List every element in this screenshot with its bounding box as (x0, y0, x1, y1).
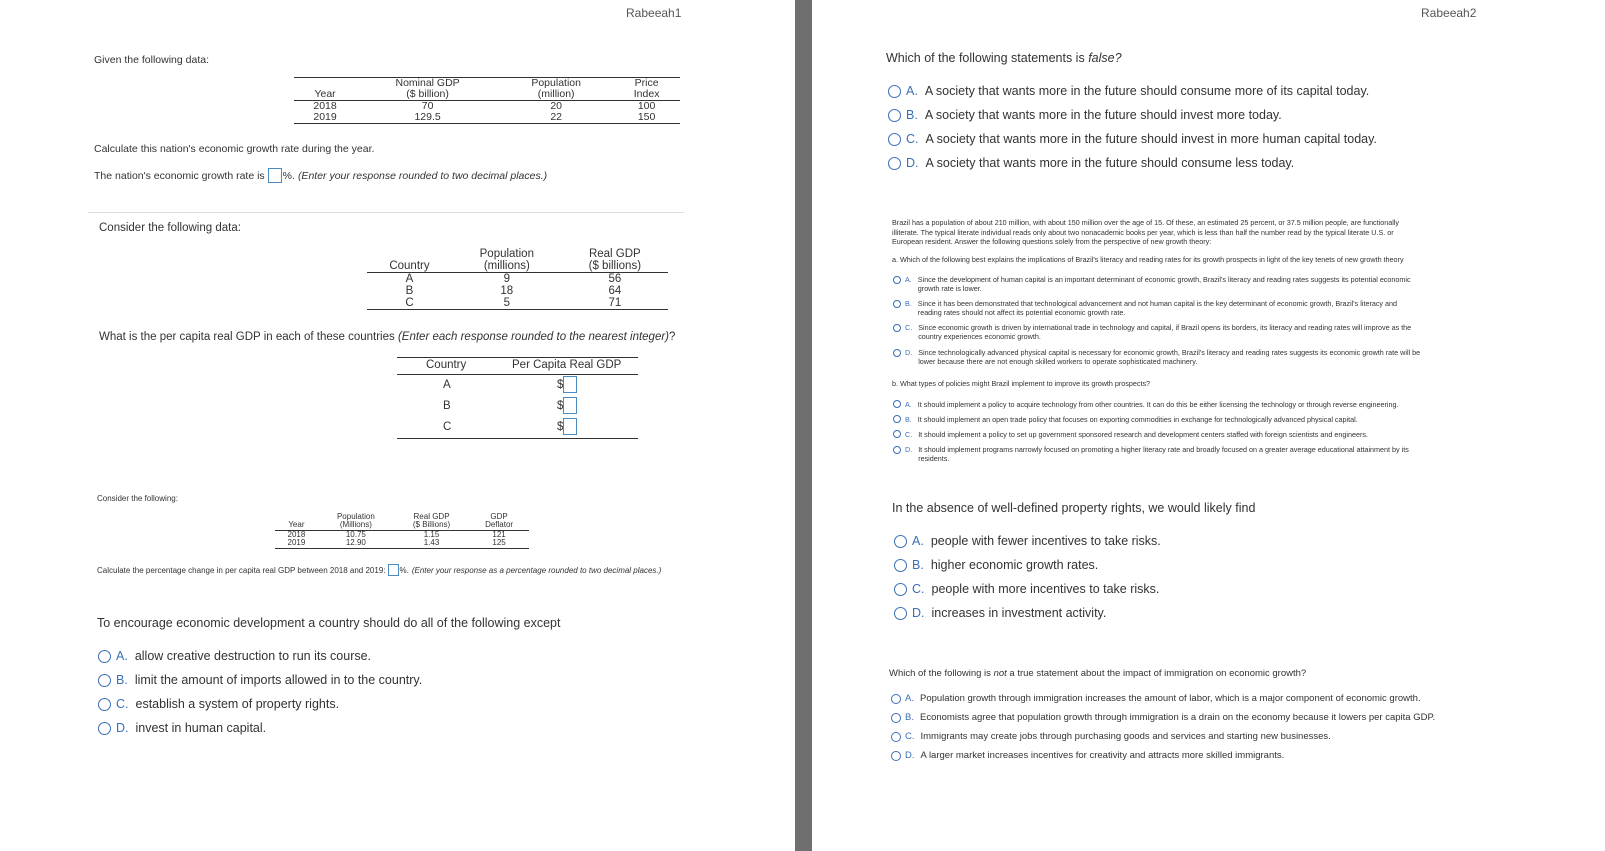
q2-answer-header-per-capita: Per Capita Real GDP (512, 359, 622, 371)
q8-question-emph: not (993, 668, 1007, 679)
table-cell: 1.15 (423, 529, 440, 539)
option-text: It should implement programs narrowly focused on promoting a higher literacy rate and broadly focused on a greater average educational attainment by its residents. (918, 445, 1409, 463)
radio-button[interactable] (893, 400, 901, 408)
currency-symbol: $ (557, 379, 564, 391)
option-letter: B. (906, 108, 918, 122)
radio-button[interactable] (893, 430, 901, 438)
q2-data-table (367, 248, 668, 310)
option-text: people with more incentives to take risks. (931, 582, 1160, 596)
q2-answer-input-b[interactable] (563, 397, 577, 414)
table-cell: 12.90 (318, 539, 394, 548)
q7-option-d[interactable] (894, 606, 1106, 620)
option-letter: C. (906, 132, 919, 146)
table-cell: 56 (608, 273, 622, 286)
table-row (367, 273, 668, 286)
q2-answer-country-c: C (443, 421, 452, 433)
table-cell: 2019 (294, 112, 356, 124)
option-letter: D. (905, 445, 913, 454)
q1-header-year: Year (294, 78, 356, 101)
table-cell: 2019 (275, 539, 318, 548)
option-letter: A. (116, 649, 128, 663)
option-letter: D. (116, 721, 129, 735)
q3-answer-input[interactable] (388, 564, 399, 576)
table-cell: 129.5 (356, 112, 499, 124)
q4-option-d[interactable] (98, 721, 266, 735)
q2-ask-text: What is the per capita real GDP in each of these countries (99, 331, 395, 343)
page-2 (812, 0, 1605, 851)
q1-answer-hint: (Enter your response rounded to two decimal places.) (297, 169, 548, 182)
q3-header-year: Year (275, 513, 318, 530)
radio-button[interactable] (98, 674, 111, 687)
option-letter: C. (905, 323, 913, 332)
q6a-option-d[interactable] (893, 348, 1420, 366)
q3-answer-line (97, 564, 661, 576)
q2-answer-country-b: B (443, 400, 451, 412)
q8-option-d[interactable] (891, 750, 1284, 761)
radio-button[interactable] (98, 722, 111, 735)
currency-symbol: $ (557, 400, 564, 412)
radio-button[interactable] (893, 276, 901, 284)
q6-part-a: a. Which of the following best explains the implications of Brazil's literacy and reading rates for its growth prospects in light of the key tenets of new growth theory (892, 255, 1404, 264)
q5-question-text: Which of the following statements is (886, 51, 1085, 65)
table-cell: A (405, 273, 414, 286)
option-letter: A. (905, 275, 912, 284)
option-text: It should implement an open trade policy that focuses on exporting commodities in exchange for technologically advanced physical capital. (917, 415, 1358, 424)
page-1 (0, 0, 795, 851)
radio-button[interactable] (893, 349, 901, 357)
table-cell: 22 (499, 112, 613, 124)
option-letter: C. (912, 582, 925, 596)
table-row (275, 539, 529, 548)
radio-button[interactable] (893, 324, 901, 332)
q6-intro-line: European resident. Answer the following questions solely from the perspective of new growth theory: (892, 237, 1212, 246)
q4-option-b[interactable] (98, 673, 422, 687)
q3-data-table (275, 513, 529, 549)
q6a-option-c[interactable] (893, 323, 1411, 341)
option-text: invest in human capital. (135, 721, 267, 735)
radio-button[interactable] (891, 694, 901, 704)
option-text: A larger market increases incentives for creativity and attracts more skilled immigrants. (920, 750, 1285, 761)
radio-button[interactable] (888, 109, 901, 122)
table-bottom-rule (397, 438, 638, 439)
radio-button[interactable] (891, 751, 901, 761)
option-text: limit the amount of imports allowed in to the country. (134, 673, 423, 687)
q2-answer-header-country: Country (426, 359, 467, 371)
q3-header-population: Population (Millions) (318, 513, 394, 530)
option-text: Since the development of human capital is an important determinant of economic growth, Brazil's literacy and reading rates suggests its potential economic growth rate is lower. (917, 275, 1411, 293)
q6b-option-c[interactable] (893, 430, 1368, 439)
option-text: Since economic growth is driven by international trade in technology and capital, if Brazil opens its borders, its literacy and reading rates will improve as the country experiences economic growth. (918, 323, 1412, 341)
option-text: It should implement a policy to set up government sponsored research and development centers staffed with foreign scientists and engineers. (918, 430, 1368, 439)
q1-intro: Given the following data: (94, 54, 209, 66)
table-cell: 10.75 (345, 529, 366, 539)
table-cell: 64 (608, 285, 622, 298)
q8-option-a[interactable] (891, 693, 1421, 704)
radio-button[interactable] (888, 157, 901, 170)
table-cell: 70 (421, 100, 434, 113)
option-text: A society that wants more in the future should invest more today. (924, 108, 1282, 122)
option-letter: A. (912, 534, 924, 548)
table-row (367, 297, 668, 310)
q8-question (889, 668, 1306, 679)
radio-button[interactable] (894, 535, 907, 548)
option-letter: D. (905, 750, 915, 761)
table-cell: 18 (500, 285, 514, 298)
option-letter: A. (905, 693, 914, 704)
q7-option-c[interactable] (894, 582, 1159, 596)
table-cell: 1.43 (394, 539, 469, 548)
option-text: Immigrants may create jobs through purchasing goods and services and starting new businesses. (920, 731, 1331, 742)
section-divider (88, 212, 684, 213)
table-cell: 2018 (313, 100, 337, 113)
q3-header-gdp-deflator: GDP Deflator (469, 513, 529, 530)
currency-symbol: $ (557, 421, 564, 433)
q3-ask: Calculate the percentage change in per capita real GDP between 2018 and 2019: (97, 565, 386, 575)
q2-answer-table (397, 357, 638, 439)
option-text: Economists agree that population growth through immigration is a drain on the economy because it lowers per capita GDP. (919, 712, 1436, 723)
radio-button[interactable] (891, 732, 901, 742)
page-header: Rabeeah2 (1421, 6, 1477, 20)
option-letter: C. (905, 731, 915, 742)
page-divider (795, 0, 812, 851)
option-letter: C. (905, 430, 913, 439)
q5-question-emph: false? (1088, 51, 1122, 65)
q1-header-population: Population (million) (499, 78, 613, 101)
table-cell: 9 (503, 273, 511, 286)
q1-answer-prefix: The nation's economic growth rate is (94, 169, 265, 182)
q2-answer-input-c[interactable] (563, 418, 577, 435)
q6a-option-b[interactable] (893, 299, 1397, 317)
q6b-option-b[interactable] (893, 415, 1358, 424)
radio-button[interactable] (893, 446, 901, 454)
option-letter: B. (116, 673, 128, 687)
q4-option-a[interactable] (98, 649, 371, 663)
q1-answer-line (94, 168, 547, 183)
option-text: Population growth through immigration increases the amount of labor, which is a major component of economic growth. (919, 693, 1421, 704)
table-cell: 2018 (287, 529, 306, 539)
option-letter: D. (905, 348, 913, 357)
q6-intro-line: Brazil has a population of about 210 million, with about 150 million over the age of 15. Of these, an estimated 25 percent, or 37.5 million people, are functionally (892, 218, 1400, 227)
option-text: A society that wants more in the future should consume less today. (925, 156, 1295, 170)
table-cell: C (367, 297, 452, 310)
q6a-option-a[interactable] (893, 275, 1411, 293)
table-cell: B (405, 285, 414, 298)
option-letter: D. (906, 156, 919, 170)
q1-header-price-index: Price Index (613, 78, 680, 101)
table-cell: 5 (452, 297, 562, 310)
table-cell: 125 (469, 539, 529, 548)
table-row (294, 112, 680, 124)
q1-ask: Calculate this nation's economic growth rate during the year. (94, 143, 375, 155)
table-row (275, 530, 529, 539)
option-text: It should implement a policy to acquire technology from other countries. It can do this be either licensing the technology or through reverse engineering. (917, 400, 1399, 409)
table-cell: 100 (637, 100, 656, 113)
radio-button[interactable] (893, 415, 901, 423)
q2-header-country: Country (367, 248, 452, 273)
q1-header-nominal-gdp: Nominal GDP ($ billion) (356, 78, 499, 101)
q2-intro: Consider the following data: (99, 222, 241, 234)
option-letter: B. (905, 712, 914, 723)
q2-header-population: Population (millions) (452, 248, 562, 273)
option-text: increases in investment activity. (931, 606, 1107, 620)
table-cell: 150 (613, 112, 680, 124)
q8-option-b[interactable] (891, 712, 1435, 723)
option-letter: B. (912, 558, 924, 572)
q7-option-b[interactable] (894, 558, 1098, 572)
table-row (367, 285, 668, 297)
option-letter: A. (906, 84, 918, 98)
q6b-option-d[interactable] (893, 445, 1409, 463)
radio-button[interactable] (98, 650, 111, 663)
radio-button[interactable] (888, 85, 901, 98)
option-text: Since it has been demonstrated that technological advancement and not human capital is the key determinant of economic growth, Brazil's literacy and reading rates should not affect its potential economic growth rate. (917, 299, 1398, 317)
option-letter: D. (912, 606, 925, 620)
radio-button[interactable] (894, 583, 907, 596)
option-text: allow creative destruction to run its course. (134, 649, 372, 663)
q3-answer-hint: (Enter your response as a percentage rounded to two decimal places.) (411, 565, 662, 575)
q2-header-real-gdp: Real GDP ($ billions) (562, 248, 668, 273)
q1-answer-input[interactable] (268, 168, 282, 183)
q4-question: To encourage economic development a country should do all of the following except (97, 616, 561, 630)
table-cell: 121 (492, 529, 506, 539)
radio-button[interactable] (894, 559, 907, 572)
table-cell: 20 (550, 100, 562, 113)
q2-answer-country-a: A (443, 379, 451, 391)
option-letter: B. (905, 415, 912, 424)
q2-ask (99, 331, 675, 343)
q5-option-a[interactable] (888, 84, 1369, 98)
q5-option-b[interactable] (888, 108, 1282, 122)
option-text: A society that wants more in the future should invest in more human capital today. (925, 132, 1377, 146)
q6-intro-line: illiterate. The typical literate individual reads only about two nonacademic books per year, which is less than half the number read by the typical literate U.S. or (892, 227, 1394, 237)
q1-answer-suffix: %. (282, 169, 295, 182)
q7-question: In the absence of well-defined property rights, we would likely find (892, 501, 1256, 515)
option-letter: A. (905, 400, 912, 409)
option-text: A society that wants more in the future should consume more of its capital today. (924, 84, 1370, 98)
q6b-option-a[interactable] (893, 400, 1398, 409)
q2-ask-end: ? (669, 331, 676, 343)
table-row (294, 101, 680, 113)
q4-option-c[interactable] (98, 697, 339, 711)
radio-button[interactable] (893, 300, 901, 308)
radio-button[interactable] (894, 607, 907, 620)
q3-answer-suffix: %. (399, 565, 409, 575)
q1-data-table (294, 77, 680, 124)
q8-option-c[interactable] (891, 731, 1331, 742)
q8-question-post: a true statement about the impact of immigration on economic growth? (1009, 668, 1307, 679)
q8-question-pre: Which of the following is (889, 668, 991, 679)
option-text: people with fewer incentives to take risks. (930, 534, 1161, 548)
option-letter: C. (116, 697, 129, 711)
q3-header-real-gdp: Real GDP ($ Billions) (394, 513, 469, 530)
option-text: Since technologically advanced physical capital is necessary for economic growth, Brazil's literacy and reading rates suggests its economic growth rate will be lower because there are not enough skilled workers to operate sophisticated machinery. (918, 348, 1421, 366)
radio-button[interactable] (888, 133, 901, 146)
q7-option-a[interactable] (894, 534, 1161, 548)
option-text: establish a system of property rights. (135, 697, 340, 711)
option-text: higher economic growth rates. (930, 558, 1099, 572)
radio-button[interactable] (98, 698, 111, 711)
q5-question (886, 51, 1122, 65)
q6-part-b: b. What types of policies might Brazil implement to improve its growth prospects? (892, 379, 1151, 388)
q5-option-d[interactable] (888, 156, 1294, 170)
table-cell: 71 (562, 297, 668, 310)
option-letter: B. (905, 299, 912, 308)
page-header: Rabeeah1 (626, 6, 682, 20)
radio-button[interactable] (891, 713, 901, 723)
q6-intro (892, 218, 1399, 247)
q5-option-c[interactable] (888, 132, 1377, 146)
q2-ask-hint: (Enter each response rounded to the nearest integer) (397, 331, 670, 343)
q3-intro: Consider the following: (97, 494, 178, 503)
q2-answer-input-a[interactable] (563, 376, 577, 393)
